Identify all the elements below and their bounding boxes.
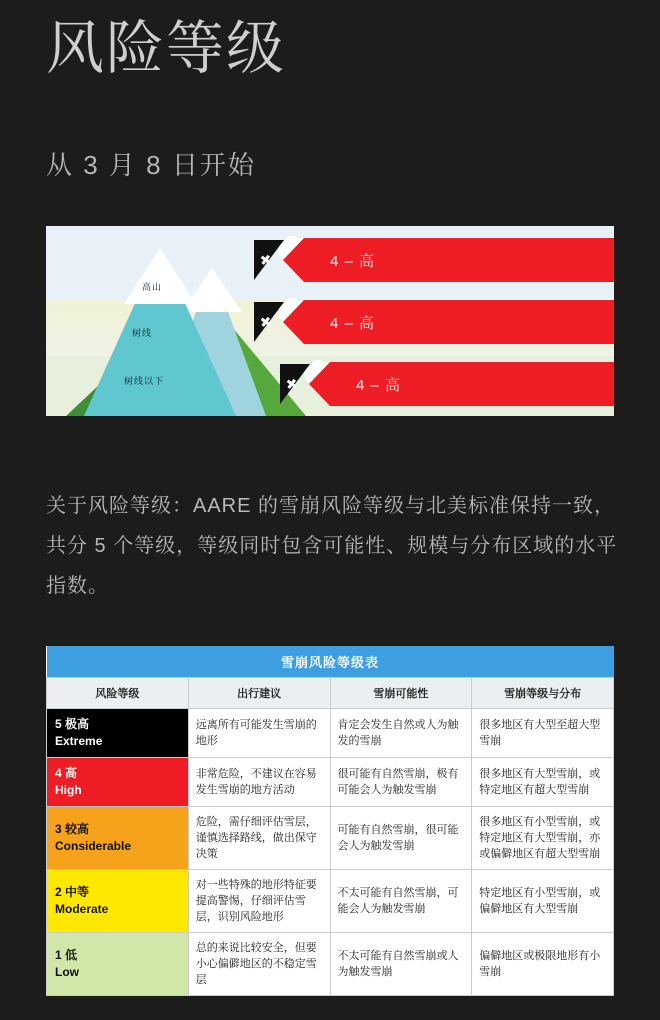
zone-label-alpine: 高山 — [142, 282, 163, 292]
size-cell-high: 很多地区有大型雪崩，或特定地区有超大型雪崩 — [472, 758, 614, 807]
size-cell-moderate: 特定地区有小型雪崩，或偏僻地区有大型雪崩 — [472, 870, 614, 933]
size-cell-extreme: 很多地区有大型至超大型雪崩 — [472, 709, 614, 758]
mountain-front-snow-icon — [124, 248, 196, 304]
table-row — [47, 709, 614, 758]
table-row — [47, 758, 614, 807]
size-cell-low: 偏僻地区或极限地形有小雪崩 — [472, 933, 614, 996]
zone-label-treeline: 树线 — [132, 328, 153, 338]
level-label-cn: 2 中等 — [55, 885, 90, 899]
risk-bar-label-below-treeline: 4 – 高 — [356, 376, 402, 394]
column-header-likelihood: 雪崩可能性 — [330, 678, 472, 709]
level-label-en: Moderate — [55, 902, 109, 916]
column-header-size: 雪崩等级与分布 — [472, 678, 614, 709]
level-label-en: Considerable — [55, 839, 132, 853]
about-risk-levels-paragraph: 关于风险等级：AARE 的雪崩风险等级与北美标准保持一致，共分 5 个等级，等级同时包含可能性、规模与分布区域的水平指数。 — [46, 495, 618, 597]
level-label-cn: 4 高 — [55, 766, 78, 780]
likelihood-cell-high: 很可能有自然雪崩，极有可能会人为触发雪崩 — [330, 758, 472, 807]
page-subtitle: 从 3 月 8 日开始 — [46, 150, 256, 180]
column-header-advice: 出行建议 — [188, 678, 330, 709]
risk-level-table — [46, 646, 614, 996]
table-row — [47, 933, 614, 996]
table-caption: 雪崩风险等级表 — [47, 646, 614, 678]
level-cell-high — [47, 758, 189, 807]
risk-bar-below-treeline — [330, 362, 614, 406]
likelihood-cell-moderate: 不太可能有自然雪崩，可能会人为触发雪崩 — [330, 870, 472, 933]
level-label-cn: 5 极高 — [55, 717, 90, 731]
advice-cell-moderate: 对一些特殊的地形特征要提高警惕，仔细评估雪层，识别风险地形 — [188, 870, 330, 933]
likelihood-cell-low: 不太可能有自然雪崩或人为触发雪崩 — [330, 933, 472, 996]
level-cell-extreme — [47, 709, 189, 758]
risk-banner-illustration — [46, 226, 614, 416]
page-title: 风险等级 — [46, 16, 287, 81]
level-cell-low — [47, 933, 189, 996]
level-label-en: High — [55, 783, 82, 797]
level-cell-moderate — [47, 870, 189, 933]
level-cell-considerable — [47, 807, 189, 870]
level-label-cn: 1 低 — [55, 948, 78, 962]
level-label-en: Extreme — [55, 734, 103, 748]
mountain-graphic — [66, 226, 266, 416]
size-cell-considerable: 很多地区有小型雪崩，或特定地区有大型雪崩，亦或偏僻地区有超大型雪崩 — [472, 807, 614, 870]
zone-label-below-treeline: 树线以下 — [124, 376, 165, 386]
column-header-level: 风险等级 — [47, 678, 189, 709]
table-header-row — [47, 678, 614, 709]
risk-bar-treeline — [304, 300, 614, 344]
risk-bar-alpine — [304, 238, 614, 282]
avalanche-warning-badge-icon: ✖ — [254, 302, 316, 342]
table-row — [47, 870, 614, 933]
advice-cell-extreme: 远离所有可能发生雪崩的地形 — [188, 709, 330, 758]
avalanche-warning-badge-icon: ✖ — [280, 364, 342, 404]
table-row — [47, 807, 614, 870]
likelihood-cell-considerable: 可能有自然雪崩，很可能会人为触发雪崩 — [330, 807, 472, 870]
risk-bar-label-treeline: 4 – 高 — [330, 314, 376, 332]
advice-cell-high: 非常危险，不建议在容易发生雪崩的地方活动 — [188, 758, 330, 807]
level-label-cn: 3 较高 — [55, 822, 90, 836]
risk-bar-label-alpine: 4 – 高 — [330, 252, 376, 270]
advice-cell-considerable: 危险，需仔细评估雪层，谨慎选择路线，做出保守决策 — [188, 807, 330, 870]
level-label-en: Low — [55, 965, 79, 979]
avalanche-warning-badge-icon: ✖ — [254, 240, 316, 280]
likelihood-cell-extreme: 肯定会发生自然或人为触发的雪崩 — [330, 709, 472, 758]
advice-cell-low: 总的来说比较安全，但要小心偏僻地区的不稳定雪层 — [188, 933, 330, 996]
table-caption-row — [47, 646, 614, 678]
